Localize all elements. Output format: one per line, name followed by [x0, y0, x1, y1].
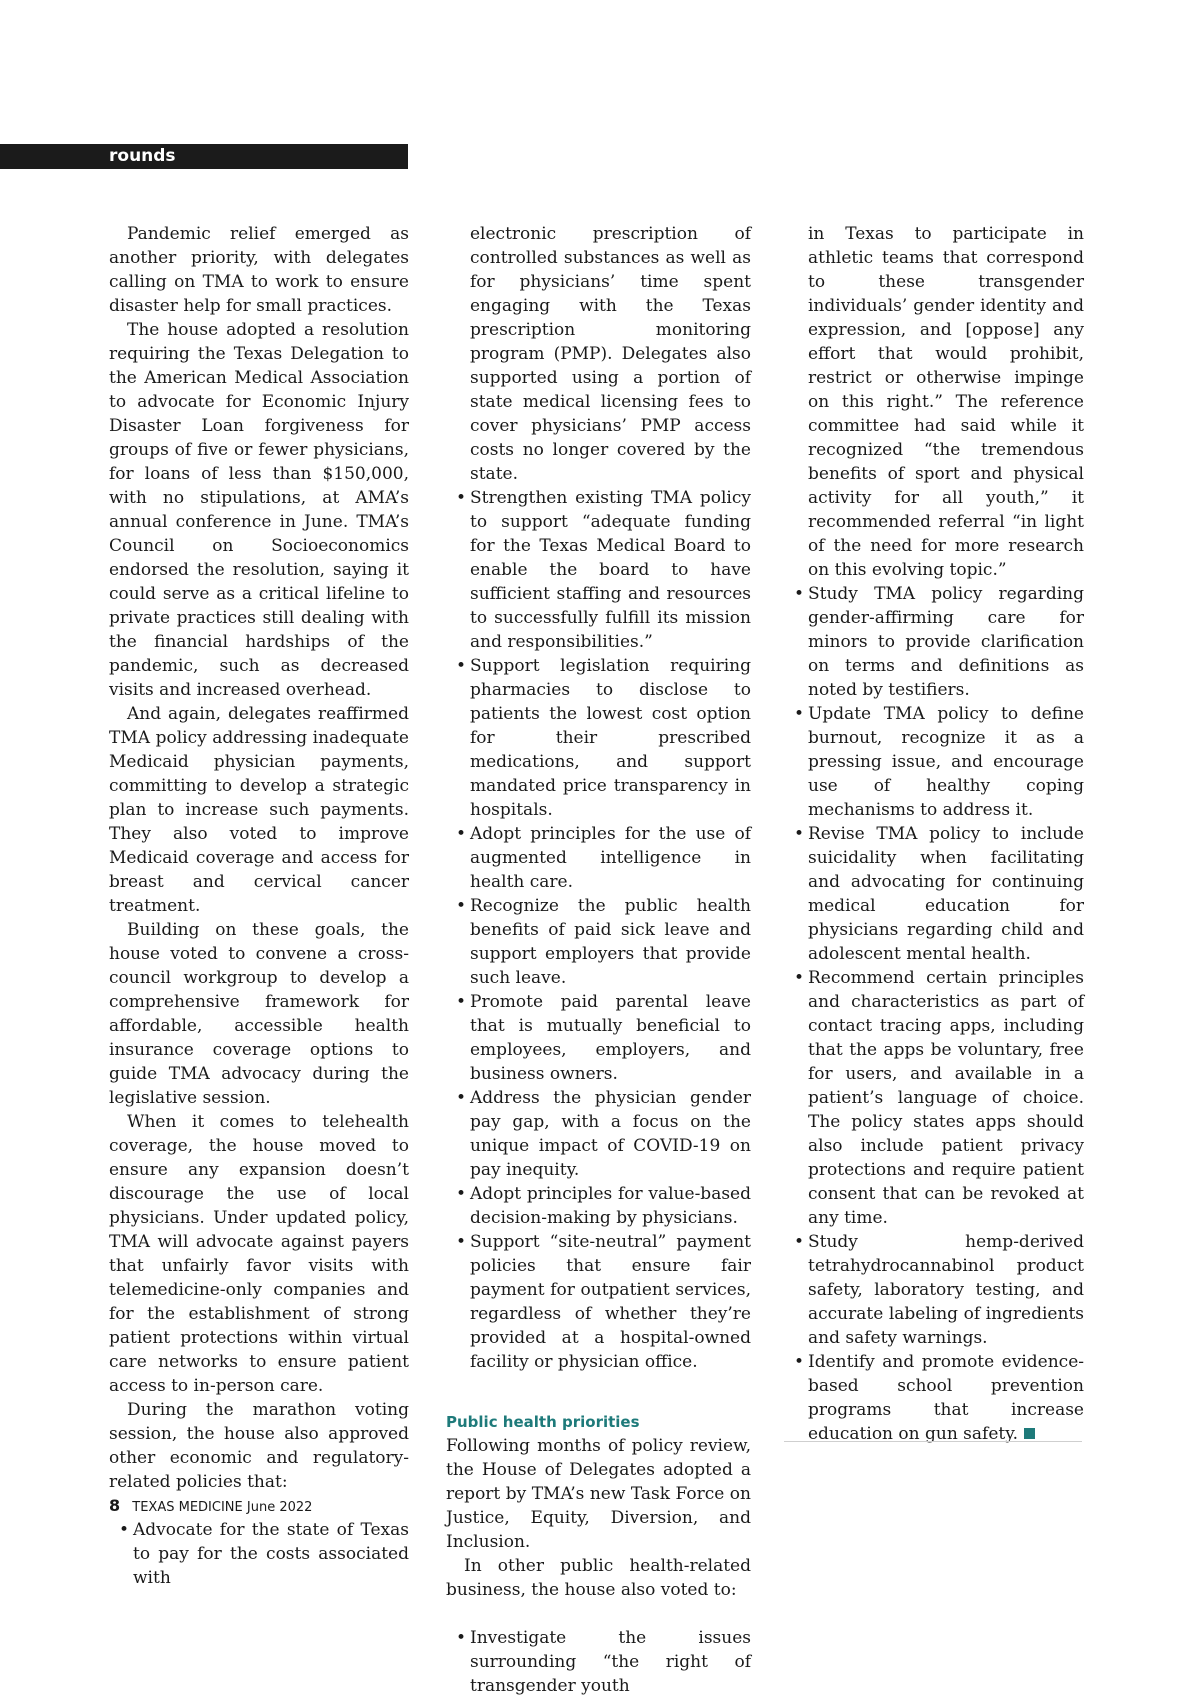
paragraph: The house adopted a resolution requiring the Texas Delegation to the American Medical Association to advocate for Economic Injury Disaster Loan forgiveness for groups of five or fewer physicians, for loans of less than $150,000, with no stipulations, at AMA’s annual conference in June. TMA’s Council on Socioeconomics endorsed the resolution, saying it could serve as a critical lifeline to private practices still dealing with the financial hardships of the pandemic, such as decreased visits and increased overhead. — [109, 320, 409, 700]
column-3 — [784, 222, 1084, 1446]
paragraph: Pandemic relief emerged as another priority, with delegates calling on TMA to work to ensure disaster help for small practices. — [109, 224, 409, 316]
bullet-item: • Adopt principles for the use of augmented intelligence in health care. — [446, 822, 751, 894]
column-2 — [446, 222, 751, 1698]
subheading: Public health priorities — [446, 1413, 640, 1431]
paragraph: During the marathon voting session, the house also approved other economic and regulatory-related policies that: — [109, 1400, 409, 1492]
bullet-item: • Strengthen existing TMA policy to support “adequate funding for the Texas Medical Board to enable the board to have sufficient staffing and resources to successfully fulfill its mission and responsibilities.” — [446, 486, 751, 654]
divider-rule — [784, 1441, 1082, 1442]
bullet-list — [446, 1626, 751, 1698]
bullet-list — [784, 582, 1084, 1446]
bullet-continuation: electronic prescription of controlled substances as well as for physicians’ time spent engaging with the Texas prescription monitoring program (PMP). Delegates also supported using a portion of state medical licensing fees to cover physicians’ PMP access costs no longer covered by the state. — [470, 224, 751, 484]
paragraph: And again, delegates reaffirmed TMA policy addressing inadequate Medicaid physician payments, committing to develop a strategic plan to increase such payments. They also voted to improve Medicaid coverage and access for breast and cervical cancer treatment. — [109, 704, 409, 916]
bullet-item: • Study TMA policy regarding gender-affirming care for minors to provide clarification on terms and definitions as noted by testifiers. — [784, 582, 1084, 702]
bullet-item: • Advocate for the state of Texas to pay for the costs associated with — [109, 1518, 409, 1590]
bullet-item: • Revise TMA policy to include suicidality when facilitating and advocating for continuing medical education for physicians regarding child and adolescent mental health. — [784, 822, 1084, 966]
bullet-item: • Address the physician gender pay gap, with a focus on the unique impact of COVID-19 on pay inequity. — [446, 1086, 751, 1182]
publication-name: TEXAS MEDICINE — [132, 1500, 243, 1515]
page-number: 8 — [109, 1496, 121, 1515]
bullet-item: • Support legislation requiring pharmacies to disclose to patients the lowest cost option for their prescribed medications, and support mandated price transparency in hospitals. — [446, 654, 751, 822]
bullet-continuation: in Texas to participate in athletic teams that correspond to these transgender individuals’ gender identity and expression, and [oppose] any effort that would prohibit, restrict or otherwise impinge on this right.” The reference committee had said while it recognized “the tremendous benefits of sport and physical activity for all youth,” it recommended referral “in light of the need for more research on this evolving topic.” — [808, 224, 1084, 580]
paragraph: Following months of policy review, the House of Delegates adopted a report by TMA’s new Task Force on Justice, Equity, Diversion, and Inclusion. — [446, 1436, 751, 1552]
bullet-list — [446, 486, 751, 1374]
end-of-article-mark — [1024, 1428, 1035, 1439]
bullet-item — [784, 1350, 1084, 1446]
section-header-bar — [0, 144, 408, 169]
bullet-item: • Investigate the issues surrounding “the right of transgender youth — [446, 1626, 751, 1698]
paragraph: Building on these goals, the house voted to convene a cross-council workgroup to develop a comprehensive framework for affordable, accessible health insurance coverage options to guide TMA advocacy during the legislative session. — [109, 920, 409, 1108]
bullet-item: • Promote paid parental leave that is mutually beneficial to employees, employers, and business owners. — [446, 990, 751, 1086]
page-footer — [109, 1496, 312, 1515]
bullet-item: • Recognize the public health benefits of paid sick leave and support employers that provide such leave. — [446, 894, 751, 990]
bullet-item: • Support “site-neutral” payment policies that ensure fair payment for outpatient services, regardless of whether they’re provided at a hospital-owned facility or physician office. — [446, 1230, 751, 1374]
bullet-item: • Update TMA policy to define burnout, recognize it as a pressing issue, and encourage use of healthy coping mechanisms to address it. — [784, 702, 1084, 822]
section-label: rounds — [109, 146, 176, 166]
bullet-item: • Adopt principles for value-based decision-making by physicians. — [446, 1182, 751, 1230]
bullet-text: Identify and promote evidence-based school prevention programs that increase education on gun safety. — [808, 1352, 1084, 1444]
bullet-item: • Study hemp-derived tetrahydrocannabinol product safety, laboratory testing, and accurate labeling of ingredients and safety warnings. — [784, 1230, 1084, 1350]
bullet-item: • Recommend certain principles and characteristics as part of contact tracing apps, including that the apps be voluntary, free for users, and available in a patient’s language of choice. The policy states apps should also include patient privacy protections and require patient consent that can be revoked at any time. — [784, 966, 1084, 1230]
paragraph: In other public health-related business, the house also voted to: — [446, 1556, 751, 1600]
issue-date: June 2022 — [246, 1500, 313, 1515]
column-1 — [109, 222, 409, 1590]
bullet-list — [109, 1518, 409, 1590]
paragraph: When it comes to telehealth coverage, the house moved to ensure any expansion doesn’t discourage the use of local physicians. Under updated policy, TMA will advocate against payers that unfairly favor visits with telemedicine-only companies and for the establishment of strong patient protections within virtual care networks to ensure patient access to in-person care. — [109, 1112, 409, 1396]
